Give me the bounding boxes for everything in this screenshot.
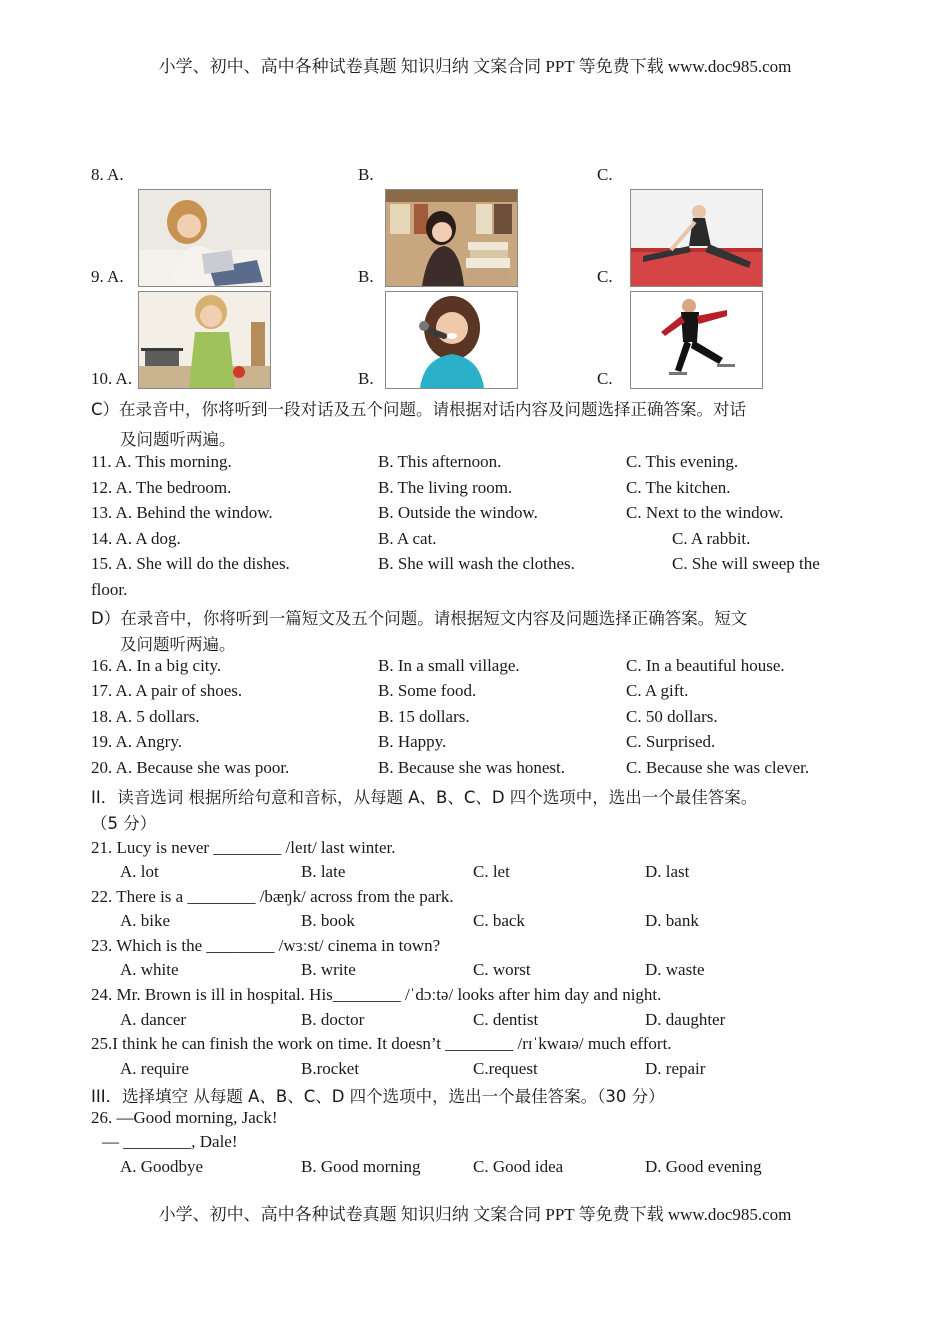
q10-c-label: C. — [597, 369, 613, 388]
q9-label: 9. A. — [91, 267, 124, 286]
q12-b: B. The living room. — [378, 478, 513, 497]
q14-c: C. A rabbit. — [672, 529, 751, 548]
q12-a: 12. A. The bedroom. — [91, 478, 232, 497]
q19-a: 19. A. Angry. — [91, 732, 182, 751]
q21-stem: 21. Lucy is never ________ /leɪt/ last winter. — [91, 838, 396, 857]
q8-label: 8. A. — [91, 165, 124, 184]
q23-a: A. white — [120, 960, 179, 979]
q17-b: B. Some food. — [378, 681, 477, 700]
q15-c: C. She will sweep the — [672, 554, 820, 573]
q25-c: C.request — [473, 1059, 538, 1078]
section-d-instructions-2: 及问题听两遍。 — [120, 635, 236, 654]
q25-stem: 25.I think he can finish the work on time. It doesn’t ________ /rɪˈkwaɪə/ much effort. — [91, 1034, 672, 1053]
q24-a: A. dancer — [120, 1010, 187, 1029]
q9-b-label: B. — [358, 267, 374, 286]
q16-b: B. In a small village. — [378, 656, 520, 675]
q20-b: B. Because she was honest. — [378, 758, 565, 777]
q23-stem: 23. Which is the ________ /wɜːst/ cinema in town? — [91, 936, 441, 955]
q24-stem: 24. Mr. Brown is ill in hospital. His________ /ˈdɔːtə/ looks after him day and night. — [91, 985, 662, 1004]
q25-a: A. require — [120, 1059, 189, 1078]
q20-c: C. Because she was clever. — [626, 758, 810, 777]
photo-stretching — [630, 189, 763, 287]
q18-a: 18. A. 5 dollars. — [91, 707, 200, 726]
photo-ice-skater — [630, 291, 763, 389]
q21-d: D. last — [645, 862, 690, 881]
section-c-instructions-2: 及问题听两遍。 — [120, 430, 236, 449]
q25-d: D. repair — [645, 1059, 706, 1078]
q16-a: 16. A. In a big city. — [91, 656, 222, 675]
q22-b: B. book — [301, 911, 355, 930]
q10-b-label: B. — [358, 369, 374, 388]
q16-c: C. In a beautiful house. — [626, 656, 785, 675]
q13-c: C. Next to the window. — [626, 503, 784, 522]
q15-b: B. She will wash the clothes. — [378, 554, 575, 573]
q19-c: C. Surprised. — [626, 732, 716, 751]
q13-a: 13. A. Behind the window. — [91, 503, 273, 522]
section-2-instructions: II．读音选词 根据所给句意和音标，从每题 A、B、C、D 四个选项中，选出一个最佳答案。 — [91, 788, 758, 807]
section-2-score: （5 分） — [91, 814, 157, 833]
q21-c: C. let — [473, 862, 510, 881]
q15-a: 15. A. She will do the dishes. — [91, 554, 290, 573]
q22-d: D. bank — [645, 911, 699, 930]
q17-c: C. A gift. — [626, 681, 689, 700]
q8-b-label: B. — [358, 165, 374, 184]
q11-b: B. This afternoon. — [378, 452, 502, 471]
q14-a: 14. A. A dog. — [91, 529, 181, 548]
q14-b: B. A cat. — [378, 529, 437, 548]
section-d-instructions: D）在录音中，你将听到一篇短文及五个问题。请根据短文内容及问题选择正确答案。短文 — [91, 609, 748, 628]
q19-b: B. Happy. — [378, 732, 447, 751]
q26-c: C. Good idea — [473, 1157, 564, 1176]
page-footer: 小学、初中、高中各种试卷真题 知识归纳 文案合同 PPT 等免费下载 www.doc985.com — [158, 1205, 792, 1224]
q8-c-label: C. — [597, 165, 613, 184]
photo-woman-laptop — [138, 189, 271, 287]
q23-c: C. worst — [473, 960, 531, 979]
q21-a: A. lot — [120, 862, 159, 881]
q11-c: C. This evening. — [626, 452, 739, 471]
q23-d: D. waste — [645, 960, 705, 979]
q11-a: 11. A. This morning. — [91, 452, 232, 471]
q26-stem: 26. —Good morning, Jack! — [91, 1108, 278, 1127]
q26-a: A. Goodbye — [120, 1157, 204, 1176]
q24-d: D. daughter — [645, 1010, 726, 1029]
q26-d: D. Good evening — [645, 1157, 762, 1176]
q20-a: 20. A. Because she was poor. — [91, 758, 290, 777]
q24-c: C. dentist — [473, 1010, 539, 1029]
q21-b: B. late — [301, 862, 346, 881]
q25-b: B.rocket — [301, 1059, 360, 1078]
q26-b: B. Good morning — [301, 1157, 421, 1176]
q13-b: B. Outside the window. — [378, 503, 538, 522]
q26-reply: — ________, Dale! — [102, 1132, 238, 1151]
q10-label: 10. A. — [91, 369, 133, 388]
page-header: 小学、初中、高中各种试卷真题 知识归纳 文案合同 PPT 等免费下载 www.doc985.com — [158, 57, 792, 76]
q18-c: C. 50 dollars. — [626, 707, 718, 726]
q12-c: C. The kitchen. — [626, 478, 731, 497]
photo-girl-singing — [385, 291, 518, 389]
section-3-instructions: III．选择填空 从每题 A、B、C、D 四个选项中，选出一个最佳答案。（30 分） — [91, 1087, 665, 1106]
photo-girl-reading — [385, 189, 518, 287]
q22-c: C. back — [473, 911, 525, 930]
q17-a: 17. A. A pair of shoes. — [91, 681, 243, 700]
photo-woman-cooking — [138, 291, 271, 389]
q22-stem: 22. There is a ________ /bæŋk/ across from the park. — [91, 887, 454, 906]
q24-b: B. doctor — [301, 1010, 365, 1029]
q18-b: B. 15 dollars. — [378, 707, 470, 726]
section-c-instructions: C）在录音中，你将听到一段对话及五个问题。请根据对话内容及问题选择正确答案。对话 — [91, 400, 747, 419]
q23-b: B. write — [301, 960, 356, 979]
q22-a: A. bike — [120, 911, 171, 930]
q15-c-continued: floor. — [91, 580, 128, 599]
q9-c-label: C. — [597, 267, 613, 286]
